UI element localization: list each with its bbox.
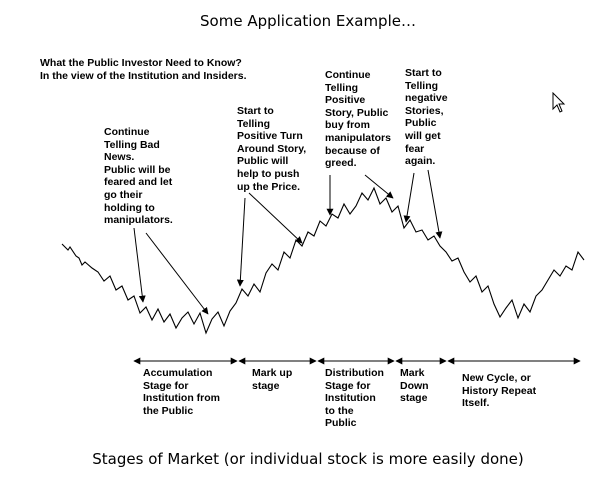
pointer-arrow-bad-news-2 bbox=[146, 233, 208, 314]
stage-label-accumulation: Accumulation Stage for Institution from the Public bbox=[143, 367, 220, 417]
pointer-arrow-fear bbox=[406, 173, 414, 222]
mouse-pointer-icon bbox=[552, 92, 566, 114]
pointer-arrow-bad-news bbox=[134, 228, 143, 302]
annotation-bad-news: Continue Telling Bad News. Public will be feared and let go their holding to manipulators. bbox=[104, 126, 173, 227]
stage-label-markdown: Mark Down stage bbox=[400, 367, 429, 405]
intro-line-2: In the view of the Institution and Insiders. bbox=[40, 70, 247, 82]
stage-label-new-cycle: New Cycle, or History Repeat Itself. bbox=[462, 372, 537, 410]
intro-line-1: What the Public Investor Need to Know? bbox=[40, 57, 242, 69]
pointer-arrow-positive-turn-2 bbox=[249, 193, 302, 243]
diagram-title: Some Application Example… bbox=[200, 12, 416, 30]
annotation-positive-turn: Start to Telling Positive Turn Around Story, Public will help to push up the Price. bbox=[237, 105, 307, 193]
diagram-caption: Stages of Market (or individual stock is more easily done) bbox=[92, 450, 524, 468]
pointer-arrow-fear-2 bbox=[428, 170, 440, 238]
annotation-fear: Start to Telling negative Stories, Public will get fear again. bbox=[405, 67, 448, 168]
stage-label-distribution: Distribution Stage for Institution to the Public bbox=[325, 367, 384, 430]
pointer-arrow-positive-turn bbox=[240, 198, 245, 286]
annotation-greed: Continue Telling Positive Story, Public buy from manipulators because of greed. bbox=[325, 69, 391, 170]
pointer-arrow-greed-2 bbox=[365, 175, 393, 198]
stage-label-markup: Mark up stage bbox=[252, 367, 293, 392]
